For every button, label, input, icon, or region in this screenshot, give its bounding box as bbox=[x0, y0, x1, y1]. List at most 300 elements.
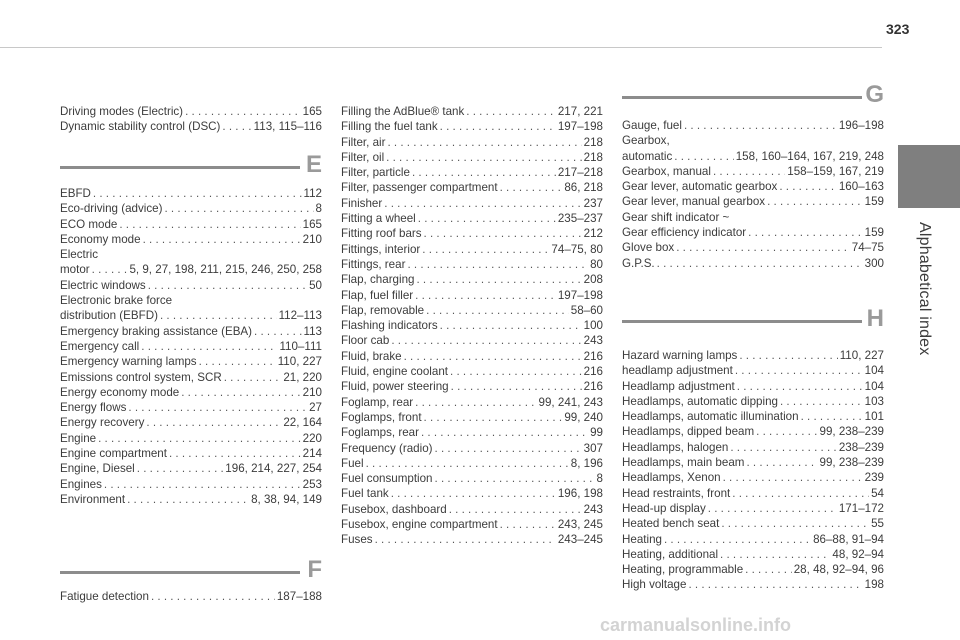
leader-dots bbox=[224, 370, 282, 385]
page-reference: 101 bbox=[864, 410, 884, 424]
page-reference: 197–198 bbox=[557, 120, 603, 134]
index-entry bbox=[622, 409, 884, 424]
index-entry bbox=[60, 262, 322, 277]
index-term: Heating bbox=[622, 532, 662, 546]
index-entry bbox=[622, 179, 884, 194]
leader-dots bbox=[801, 409, 863, 424]
page-reference: 198 bbox=[864, 578, 884, 592]
page-reference: 74–75 bbox=[851, 241, 884, 255]
page-reference: 99, 238–239 bbox=[819, 425, 884, 439]
index-term: Driving modes (Electric) bbox=[60, 105, 184, 118]
page-reference: 103 bbox=[864, 394, 884, 408]
page-reference: 160–163 bbox=[838, 180, 884, 194]
index-entry bbox=[622, 394, 884, 409]
index-entry bbox=[622, 118, 884, 133]
leader-dots bbox=[416, 272, 581, 287]
page-reference: 210 bbox=[302, 232, 322, 246]
index-entry bbox=[60, 339, 322, 354]
index-term: Fuel consumption bbox=[341, 472, 433, 486]
index-term: Fusebox, engine compartment bbox=[341, 518, 498, 532]
index-term: Fusebox, dashboard bbox=[341, 502, 447, 516]
page-reference: 243, 245 bbox=[557, 518, 603, 532]
leader-dots bbox=[737, 379, 863, 394]
page-reference: 110–111 bbox=[279, 339, 322, 353]
index-entry bbox=[341, 135, 603, 150]
index-term: Filling the fuel tank bbox=[341, 120, 438, 134]
page-reference: 237 bbox=[583, 196, 603, 210]
section-letter: F bbox=[307, 556, 322, 583]
index-entry bbox=[341, 517, 603, 532]
page-reference: 104 bbox=[864, 379, 884, 393]
index-term: Heated bench seat bbox=[622, 517, 720, 531]
leader-dots bbox=[779, 179, 837, 194]
leader-dots bbox=[137, 461, 224, 476]
index-term: Headlamps, main beam bbox=[622, 456, 745, 470]
page-reference: 80 bbox=[590, 257, 603, 271]
leader-dots bbox=[708, 501, 837, 516]
page-reference: 22, 164 bbox=[283, 416, 322, 430]
leader-dots bbox=[720, 547, 830, 562]
index-term: Energy recovery bbox=[60, 416, 145, 430]
page-reference: 8 bbox=[315, 202, 322, 216]
leader-dots bbox=[222, 119, 251, 134]
leader-dots bbox=[375, 532, 556, 547]
leader-dots bbox=[407, 257, 588, 272]
page-reference: 217–218 bbox=[557, 166, 603, 180]
index-entry bbox=[60, 477, 322, 492]
leader-dots bbox=[500, 180, 563, 195]
index-entry bbox=[341, 425, 603, 440]
leader-dots bbox=[500, 517, 556, 532]
leader-dots bbox=[181, 385, 300, 400]
page-reference: 112 bbox=[303, 187, 322, 200]
index-term: Headlamps, Xenon bbox=[622, 471, 721, 485]
page-reference: 216 bbox=[583, 365, 603, 379]
leader-dots bbox=[657, 256, 863, 271]
index-term: automatic bbox=[622, 149, 673, 163]
index-entry bbox=[622, 379, 884, 394]
leader-dots bbox=[426, 303, 569, 318]
index-term: Gear efficiency indicator bbox=[622, 226, 747, 240]
page-reference: 99, 240 bbox=[564, 410, 603, 424]
page-reference: 243 bbox=[583, 502, 603, 516]
section-rule bbox=[60, 571, 300, 574]
page-reference: 55 bbox=[871, 517, 884, 531]
index-entry bbox=[622, 577, 884, 592]
page-reference: 214 bbox=[302, 447, 322, 461]
index-term: Gearbox, manual bbox=[622, 164, 711, 178]
index-entry bbox=[622, 440, 884, 455]
leader-dots bbox=[767, 194, 863, 209]
index-entry bbox=[622, 164, 884, 179]
index-group-e bbox=[60, 186, 322, 507]
index-term: Eco-driving (advice) bbox=[60, 202, 163, 216]
index-term: Emergency warning lamps bbox=[60, 355, 197, 369]
index-term: Emergency call bbox=[60, 339, 140, 353]
page-reference: 99 bbox=[590, 426, 603, 440]
leader-dots bbox=[739, 348, 837, 363]
index-entry bbox=[341, 226, 603, 241]
leader-dots bbox=[254, 324, 301, 339]
leader-dots bbox=[780, 394, 863, 409]
index-term: Filter, particle bbox=[341, 166, 410, 180]
index-entry bbox=[60, 370, 322, 385]
page-reference: 159 bbox=[864, 195, 884, 209]
leader-dots bbox=[391, 333, 581, 348]
index-term: motor bbox=[60, 263, 90, 277]
index-term: ECO mode bbox=[60, 217, 118, 231]
index-entry bbox=[622, 225, 884, 240]
index-entry bbox=[622, 516, 884, 531]
page-reference: 86–88, 91–94 bbox=[813, 532, 884, 546]
index-entry bbox=[341, 180, 603, 195]
leader-dots bbox=[148, 278, 307, 293]
page-reference: 74–75, 80 bbox=[551, 242, 603, 256]
index-term: Fluid, power steering bbox=[341, 380, 449, 394]
page-reference: 8 bbox=[596, 472, 603, 486]
leader-dots bbox=[449, 502, 582, 517]
leader-dots bbox=[146, 415, 281, 430]
index-entry bbox=[622, 562, 884, 577]
leader-dots bbox=[435, 441, 582, 456]
page-reference: 159 bbox=[864, 226, 884, 240]
leader-dots bbox=[366, 456, 569, 471]
index-entry bbox=[341, 288, 603, 303]
index-term: Filter, passenger compartment bbox=[341, 181, 498, 195]
index-entry bbox=[341, 502, 603, 517]
index-term: Heating, programmable bbox=[622, 563, 744, 577]
index-term: Headlamps, halogen bbox=[622, 440, 729, 454]
index-term: Filter, air bbox=[341, 135, 386, 149]
index-entry bbox=[341, 165, 603, 180]
index-entry bbox=[341, 410, 603, 425]
index-entry bbox=[622, 486, 884, 501]
page-reference: 113 bbox=[303, 324, 322, 338]
section-tab bbox=[898, 145, 960, 208]
index-entry bbox=[341, 349, 603, 364]
leader-dots bbox=[435, 471, 595, 486]
index-entry bbox=[341, 456, 603, 471]
index-entry bbox=[60, 589, 322, 604]
index-term: Dynamic stability control (DSC) bbox=[60, 120, 221, 134]
page-reference: 208 bbox=[583, 273, 603, 287]
page-reference: 58–60 bbox=[570, 303, 603, 317]
index-entry bbox=[60, 186, 322, 201]
page-reference: 218 bbox=[583, 150, 603, 164]
index-term: Filling the AdBlue® tank bbox=[341, 105, 465, 118]
index-term: EBFD bbox=[60, 187, 91, 200]
page-reference: 196, 198 bbox=[557, 487, 603, 501]
index-term: Energy economy mode bbox=[60, 385, 180, 399]
index-term: Electric windows bbox=[60, 278, 146, 292]
index-group-d bbox=[60, 104, 322, 135]
page-reference: 113, 115–116 bbox=[253, 120, 322, 134]
index-entry bbox=[60, 492, 322, 507]
leader-dots bbox=[98, 431, 301, 446]
index-term: Energy flows bbox=[60, 401, 127, 415]
index-entry bbox=[60, 385, 322, 400]
index-term: Fitting a wheel bbox=[341, 212, 416, 226]
index-entry bbox=[60, 217, 322, 232]
index-entry-line: Gearbox, bbox=[622, 134, 670, 148]
leader-dots bbox=[160, 308, 277, 323]
index-term: Headlamps, automatic illumination bbox=[622, 410, 799, 424]
index-term: Glove box bbox=[622, 241, 675, 255]
leader-dots bbox=[748, 225, 862, 240]
leader-dots bbox=[721, 516, 869, 531]
index-term: Gear lever, manual gearbox bbox=[622, 195, 766, 209]
leader-dots bbox=[127, 492, 249, 507]
index-term: Head restraints, front bbox=[622, 486, 731, 500]
page-reference: 239 bbox=[864, 471, 884, 485]
page-reference: 112–113 bbox=[278, 309, 322, 323]
index-entry bbox=[341, 364, 603, 379]
page-reference: 243–245 bbox=[557, 533, 603, 547]
page-reference: 196, 214, 227, 254 bbox=[225, 462, 322, 476]
leader-dots bbox=[415, 288, 556, 303]
page-reference: 54 bbox=[871, 486, 884, 500]
page-reference: 243 bbox=[583, 334, 603, 348]
index-term: Fittings, rear bbox=[341, 257, 406, 271]
page-reference: 158–159, 167, 219 bbox=[787, 164, 884, 178]
index-term: Finisher bbox=[341, 196, 383, 210]
page-reference: 104 bbox=[864, 364, 884, 378]
page-reference: 216 bbox=[583, 380, 603, 394]
index-term: Heating, additional bbox=[622, 547, 719, 561]
section-header-f bbox=[60, 556, 322, 587]
page-reference: 28, 48, 92–94, 96 bbox=[793, 563, 884, 577]
index-term: Hazard warning lamps bbox=[622, 349, 738, 362]
index-entry bbox=[60, 308, 322, 323]
index-term: Emissions control system, SCR bbox=[60, 370, 222, 384]
leader-dots bbox=[404, 349, 582, 364]
index-entry bbox=[60, 201, 322, 216]
leader-dots bbox=[440, 119, 556, 134]
index-entry bbox=[341, 257, 603, 272]
page-reference: 300 bbox=[864, 256, 884, 270]
leader-dots bbox=[440, 318, 582, 333]
section-header-g bbox=[622, 81, 884, 112]
index-term: Engine bbox=[60, 431, 97, 445]
leader-dots bbox=[418, 211, 556, 226]
leader-dots bbox=[713, 164, 785, 179]
index-entry bbox=[60, 400, 322, 415]
page-reference: 307 bbox=[583, 441, 603, 455]
page-reference: 21, 220 bbox=[283, 370, 322, 384]
index-term: Fuel tank bbox=[341, 487, 389, 501]
page-reference: 165 bbox=[302, 105, 322, 118]
page-reference: 8, 196 bbox=[570, 456, 603, 470]
page-reference: 187–188 bbox=[276, 590, 322, 603]
index-term: Foglamp, rear bbox=[341, 395, 414, 409]
index-term: Engines bbox=[60, 477, 102, 491]
index-term: Foglamps, rear bbox=[341, 426, 419, 440]
index-entry bbox=[60, 431, 322, 446]
section-header-e bbox=[60, 151, 322, 182]
index-term: Fuel bbox=[341, 456, 364, 470]
index-entry bbox=[60, 446, 322, 461]
index-term: Fitting roof bars bbox=[341, 227, 422, 241]
index-entry bbox=[60, 278, 322, 293]
leader-dots bbox=[674, 149, 733, 164]
index-entry bbox=[622, 363, 884, 378]
index-term: High voltage bbox=[622, 578, 687, 592]
index-entry-line: Electronic brake force bbox=[60, 294, 173, 308]
index-term: Gauge, fuel bbox=[622, 119, 682, 132]
index-term: Foglamps, front bbox=[341, 410, 422, 424]
index-group-f-col2 bbox=[341, 104, 603, 548]
leader-dots bbox=[143, 232, 301, 247]
section-rule bbox=[622, 320, 862, 323]
top-rule bbox=[0, 47, 882, 48]
page-reference: 165 bbox=[302, 217, 322, 231]
index-term: G.P.S. bbox=[622, 256, 655, 270]
section-letter: E bbox=[305, 151, 322, 178]
leader-dots bbox=[169, 446, 301, 461]
leader-dots bbox=[93, 186, 302, 201]
index-entry bbox=[60, 119, 322, 134]
page-reference: 158, 160–164, 167, 219, 248 bbox=[735, 149, 884, 163]
index-entry bbox=[622, 547, 884, 562]
index-entry bbox=[341, 379, 603, 394]
leader-dots bbox=[424, 226, 582, 241]
index-entry bbox=[341, 471, 603, 486]
page-reference: 5, 9, 27, 198, 211, 215, 246, 250, 258 bbox=[129, 263, 322, 277]
index-entry bbox=[341, 303, 603, 318]
index-group-g bbox=[622, 118, 884, 271]
index-term: Emergency braking assistance (EBA) bbox=[60, 324, 253, 338]
index-group-h bbox=[622, 348, 884, 593]
page-reference: 110, 227 bbox=[839, 349, 884, 362]
leader-dots bbox=[141, 339, 277, 354]
leader-dots bbox=[119, 217, 300, 232]
page-number: 323 bbox=[886, 21, 910, 37]
index-entry bbox=[622, 532, 884, 547]
leader-dots bbox=[421, 425, 588, 440]
index-entry bbox=[622, 470, 884, 485]
page-reference: 196–198 bbox=[838, 119, 884, 132]
index-entry bbox=[622, 348, 884, 363]
index-entry bbox=[622, 455, 884, 470]
leader-dots bbox=[466, 104, 556, 119]
index-term: Fuses bbox=[341, 533, 373, 547]
page-reference: 235–237 bbox=[557, 212, 603, 226]
leader-dots bbox=[422, 242, 549, 257]
page-reference: 100 bbox=[583, 319, 603, 333]
leader-dots bbox=[684, 118, 837, 133]
index-term: Economy mode bbox=[60, 232, 141, 246]
leader-dots bbox=[199, 354, 276, 369]
page-reference: 8, 38, 94, 149 bbox=[251, 492, 322, 506]
index-term: Environment bbox=[60, 492, 126, 506]
index-entry bbox=[341, 441, 603, 456]
leader-dots bbox=[386, 150, 581, 165]
index-entry bbox=[341, 119, 603, 134]
index-entry bbox=[622, 240, 884, 255]
leader-dots bbox=[424, 410, 563, 425]
leader-dots bbox=[756, 424, 817, 439]
page-reference: 50 bbox=[309, 278, 322, 292]
leader-dots bbox=[451, 379, 582, 394]
leader-dots bbox=[164, 201, 313, 216]
index-group-f-col1 bbox=[60, 589, 322, 604]
index-entry bbox=[341, 272, 603, 287]
leader-dots bbox=[676, 240, 850, 255]
index-entry bbox=[622, 256, 884, 271]
page-reference: 217, 221 bbox=[557, 105, 603, 118]
section-header-h bbox=[622, 305, 884, 336]
leader-dots bbox=[412, 165, 556, 180]
index-term: distribution (EBFD) bbox=[60, 309, 158, 323]
index-term: Engine, Diesel bbox=[60, 462, 135, 476]
section-letter: G bbox=[865, 81, 884, 108]
leader-dots bbox=[688, 577, 862, 592]
leader-dots bbox=[450, 364, 582, 379]
section-rule bbox=[60, 166, 300, 169]
index-entry bbox=[341, 333, 603, 348]
index-entry bbox=[341, 211, 603, 226]
index-entry bbox=[341, 532, 603, 547]
index-entry bbox=[341, 242, 603, 257]
page-reference: 218 bbox=[583, 135, 603, 149]
page-reference: 27 bbox=[309, 401, 322, 415]
index-entry bbox=[622, 501, 884, 516]
page-reference: 99, 238–239 bbox=[819, 456, 884, 470]
index-entry bbox=[341, 318, 603, 333]
index-term: Flashing indicators bbox=[341, 319, 438, 333]
leader-dots bbox=[723, 470, 863, 485]
leader-dots bbox=[745, 562, 792, 577]
page-reference: 48, 92–94 bbox=[832, 547, 884, 561]
index-term: Fittings, interior bbox=[341, 242, 421, 256]
index-term: Headlamps, automatic dipping bbox=[622, 394, 778, 408]
index-term: Head-up display bbox=[622, 501, 706, 515]
page-reference: 171–172 bbox=[838, 501, 884, 515]
index-entry bbox=[341, 395, 603, 410]
page-reference: 216 bbox=[583, 349, 603, 363]
page-reference: 212 bbox=[583, 227, 603, 241]
leader-dots bbox=[92, 262, 128, 277]
index-entry-line: Gear shift indicator ~ bbox=[622, 210, 730, 224]
leader-dots bbox=[104, 477, 301, 492]
leader-dots bbox=[128, 400, 307, 415]
leader-dots bbox=[746, 455, 817, 470]
section-letter: H bbox=[866, 305, 884, 332]
page-reference: 238–239 bbox=[838, 440, 884, 454]
index-term: Frequency (radio) bbox=[341, 441, 433, 455]
index-entry bbox=[622, 424, 884, 439]
leader-dots bbox=[735, 363, 863, 378]
page-reference: 86, 218 bbox=[564, 181, 603, 195]
page-reference: 253 bbox=[302, 477, 322, 491]
index-entry bbox=[622, 149, 884, 164]
index-entry bbox=[341, 486, 603, 501]
page-reference: 197–198 bbox=[557, 288, 603, 302]
index-term: Filter, oil bbox=[341, 150, 385, 164]
index-entry bbox=[341, 104, 603, 119]
page-reference: 220 bbox=[302, 431, 322, 445]
leader-dots bbox=[185, 104, 301, 119]
leader-dots bbox=[387, 135, 581, 150]
leader-dots bbox=[151, 589, 275, 604]
page-reference: 99, 241, 243 bbox=[538, 395, 603, 409]
section-side-label: Alphabetical index bbox=[916, 222, 933, 356]
index-term: Floor cab bbox=[341, 334, 390, 348]
index-term: Fatigue detection bbox=[60, 590, 149, 603]
index-entry bbox=[60, 415, 322, 430]
page-reference: 110, 227 bbox=[277, 355, 322, 369]
leader-dots bbox=[384, 196, 581, 211]
